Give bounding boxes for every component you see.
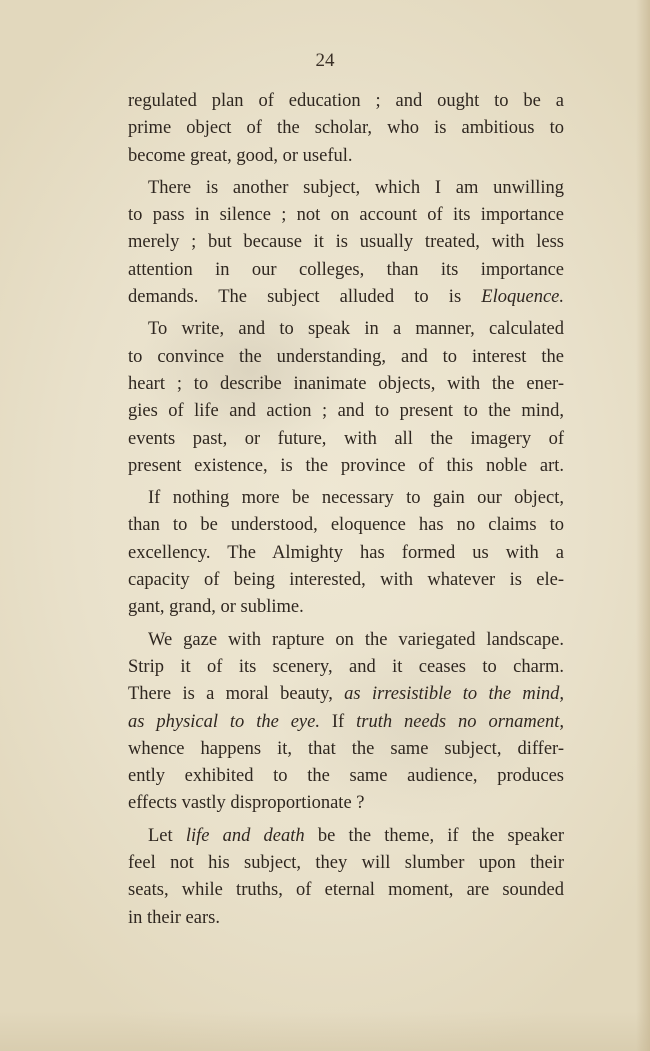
page-number: 24 xyxy=(315,50,335,71)
text-line: excellency. The Almighty has formed us with a xyxy=(128,542,564,563)
text-line: Strip it of its scenery, and it ceases to charm. xyxy=(128,656,564,677)
text-line: To write, and to speak in a manner, calculated xyxy=(148,319,564,340)
text-line: prime object of the scholar, who is ambitious to xyxy=(128,118,564,139)
text-line: There is another subject, which I am unwilling xyxy=(148,177,564,198)
text-line: in their ears. xyxy=(128,907,220,928)
italic-phrase: as physical to the eye. xyxy=(128,711,320,732)
page-bottom-tint xyxy=(0,1011,650,1051)
text-line: present existence, is the province of this noble art. xyxy=(128,455,564,476)
text-line xyxy=(128,284,564,311)
text-line xyxy=(128,709,564,736)
text-line xyxy=(128,681,564,708)
text-line: regulated plan of education ; and ought to be a xyxy=(128,91,564,111)
text-line: whence happens it, that the same subject, differ- xyxy=(128,738,564,759)
text-line: to pass in silence ; not on account of its importance xyxy=(128,205,564,226)
text-line: gant, grand, or sublime. xyxy=(128,597,304,618)
text-line: merely ; but because it is usually treated, with less xyxy=(128,232,564,253)
text-line: events past, or future, with all the imagery of xyxy=(128,428,564,449)
text-run: If xyxy=(319,711,357,732)
text-run: be the theme, if the speaker xyxy=(304,825,564,846)
text-line: seats, while truths, of eternal moment, are sounded xyxy=(128,880,564,901)
text-line: effects vastly disproportionate ? xyxy=(128,793,365,814)
page-edge-shadow xyxy=(636,0,650,1051)
italic-phrase: life and death xyxy=(185,825,305,846)
italic-phrase: as irresistible to the mind, xyxy=(344,684,564,705)
text-run: Let xyxy=(148,825,186,846)
text-line: ently exhibited to the same audience, produces xyxy=(128,766,564,787)
text-line: than to be understood, eloquence has no claims to xyxy=(128,515,564,536)
text-run: demands. The subject alluded to is xyxy=(128,287,482,308)
italic-phrase: truth needs no ornament, xyxy=(356,711,564,732)
text-line: We gaze with rapture on the variegated landscape. xyxy=(148,629,564,650)
text-line: capacity of being interested, with whatever is ele- xyxy=(128,570,564,591)
text-line xyxy=(128,823,564,850)
text-line: gies of life and action ; and to present to the mind, xyxy=(128,401,564,422)
text-line: feel not his subject, they will slumber upon their xyxy=(128,853,564,874)
text-line: heart ; to describe inanimate objects, with the ener- xyxy=(128,373,564,394)
text-line: become great, good, or useful. xyxy=(128,145,353,166)
text-line: attention in our colleges, than its importance xyxy=(128,259,564,280)
body-text xyxy=(128,88,564,932)
italic-phrase: Eloquence. xyxy=(481,287,564,308)
text-run: There is a moral beauty, xyxy=(128,684,345,705)
text-line: to convince the understanding, and to interest the xyxy=(128,346,564,367)
text-line: If nothing more be necessary to gain our object, xyxy=(148,488,564,509)
